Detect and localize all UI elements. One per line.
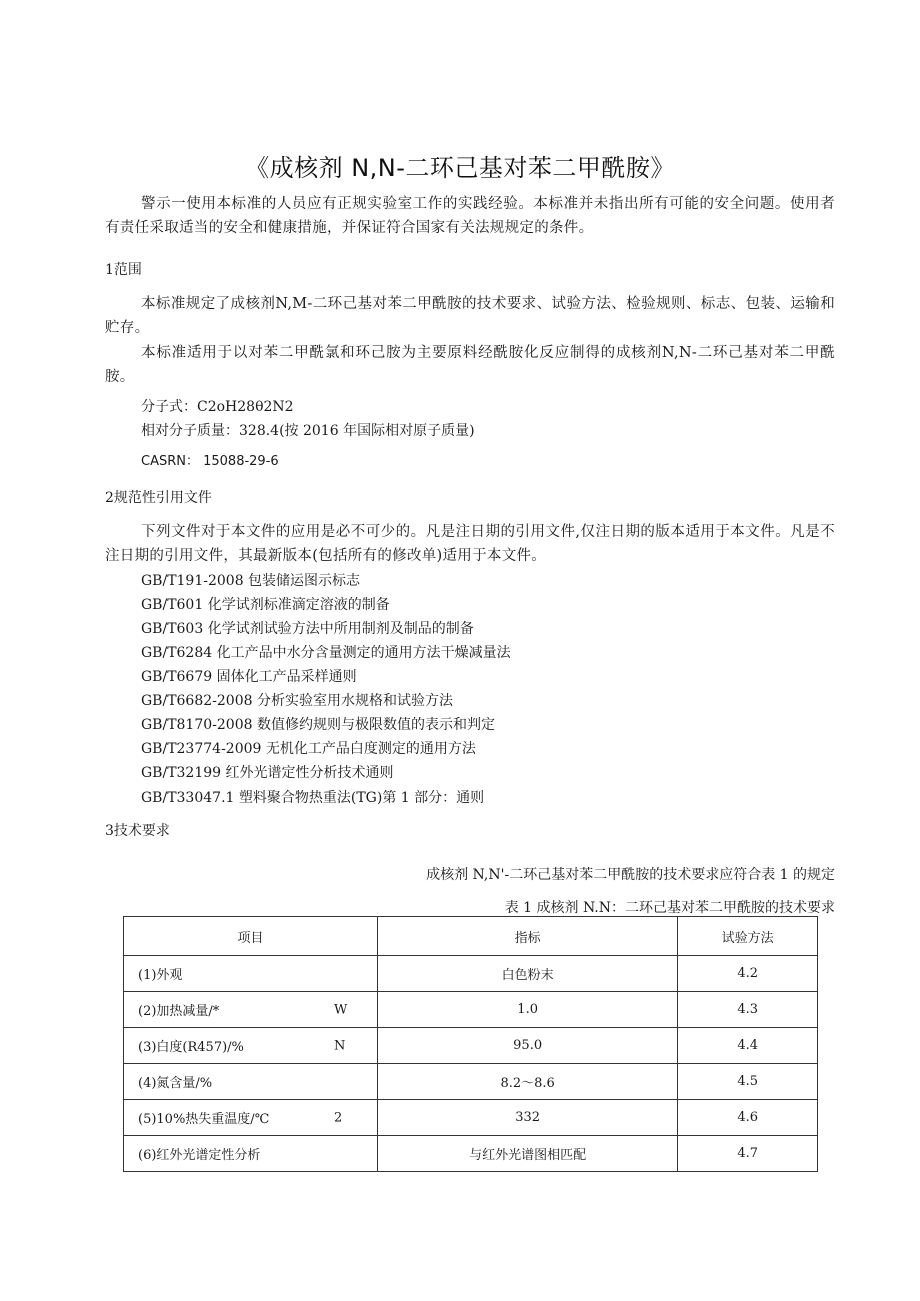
table-row <box>124 1100 818 1136</box>
requirements-statement: 成核剂 N,N'-二环己基对苯二甲酰胺的技术要求应符合表 1 的规定 <box>426 867 835 883</box>
row-item: (5)10%热失重温度/℃ <box>138 1112 270 1127</box>
row-item: (4)氮含量/% <box>138 1076 213 1091</box>
reference-item: GB/T23774-2009 无机化工产品白度测定的通用方法 <box>141 741 476 757</box>
row-value: 白色粉末 <box>377 956 677 992</box>
section-1-heading: 1范围 <box>105 262 142 278</box>
row-value: 1.0 <box>377 992 677 1028</box>
row-method: 4.3 <box>678 992 818 1028</box>
reference-item: GB/T33047.1 塑料聚合物热重法(TG)第 1 部分：通则 <box>141 790 485 806</box>
references-intro: 下列文件对于本文件的应用是必不可少的。凡是注日期的引用文件,仅注日期的版本适用于本文件。凡是不注日期的引用文件，其最新版本(包括所有的修改单)适用于本文件。 <box>105 524 835 564</box>
table-row <box>124 992 818 1028</box>
molecular-weight: 相对分子质量：328.4(按 2016 年国际相对原子质量) <box>141 423 475 439</box>
reference-item: GB/T32199 红外光谱定性分析技术通则 <box>141 765 394 781</box>
row-method: 4.6 <box>678 1100 818 1136</box>
row-value: 与红外光谱图相匹配 <box>377 1136 677 1172</box>
table-row <box>124 1064 818 1100</box>
section-2-heading: 2规范性引用文件 <box>105 490 212 506</box>
row-method: 4.7 <box>678 1136 818 1172</box>
reference-item: GB/T6679 固体化工产品采样通则 <box>141 669 357 685</box>
row-item: (3)白度(R457)/% <box>138 1040 244 1055</box>
section-3-heading: 3技术要求 <box>105 823 170 839</box>
row-item: (1)外观 <box>138 968 183 983</box>
document-title: 《成核剂 N,N-二环己基对苯二甲酰胺》 <box>245 154 675 182</box>
table-row <box>124 1028 818 1064</box>
table-row <box>124 1136 818 1172</box>
reference-item: GB/T191-2008 包装储运图示标志 <box>141 573 361 589</box>
row-extra: N <box>334 1038 346 1053</box>
warning-paragraph: 警示一使用本标准的人员应有正规实验室工作的实践经验。本标准并未指出所有可能的安全问题。使用者有责任采取适当的安全和健康措施，并保证符合国家有关法规规定的条件。 <box>105 196 835 236</box>
row-method: 4.4 <box>678 1028 818 1064</box>
reference-item: GB/T603 化学试剂试验方法中所用制剂及制品的制备 <box>141 621 474 637</box>
row-item: (6)红外光谱定性分析 <box>138 1148 261 1163</box>
technical-requirements-table <box>123 916 818 1172</box>
reference-item: GB/T8170-2008 数值修约规则与极限数值的表示和判定 <box>141 717 495 733</box>
reference-item: GB/T601 化学试剂标准滴定溶液的制备 <box>141 597 390 613</box>
row-item: (2)加热减量/* <box>138 1004 220 1019</box>
row-extra: 2 <box>334 1110 343 1125</box>
reference-item: GB/T6284 化工产品中水分含量测定的通用方法干燥减量法 <box>141 645 511 661</box>
reference-item: GB/T6682-2008 分析实验室用水规格和试验方法 <box>141 693 453 709</box>
row-method: 4.2 <box>678 956 818 992</box>
row-value: 332 <box>377 1100 677 1136</box>
table-row <box>124 956 818 992</box>
row-extra: W <box>334 1002 348 1017</box>
scope-paragraph-2: 本标准适用于以对苯二甲酰氯和环己胺为主要原料经酰胺化反应制得的成核剂N,N-二环己基对苯二甲酰胺。 <box>105 345 835 385</box>
row-method: 4.5 <box>678 1064 818 1100</box>
casrn: CASRN： 15088-29-6 <box>141 454 279 469</box>
header-indicator: 指标 <box>377 917 677 956</box>
header-item: 项目 <box>124 917 378 956</box>
row-value: 8.2～8.6 <box>377 1064 677 1100</box>
table-header-row <box>124 917 818 956</box>
header-test-method: 试验方法 <box>678 917 818 956</box>
table-caption: 表 1 成核剂 N.N：二环己基对苯二甲酰胺的技术要求 <box>504 900 835 916</box>
molecular-formula: 分子式：C2oH28θ2N2 <box>141 399 294 415</box>
row-value: 95.0 <box>377 1028 677 1064</box>
scope-paragraph-1: 本标准规定了成核剂N,M-二环己基对苯二甲酰胺的技术要求、试验方法、检验规则、标志、包装、运输和贮存。 <box>105 296 835 336</box>
